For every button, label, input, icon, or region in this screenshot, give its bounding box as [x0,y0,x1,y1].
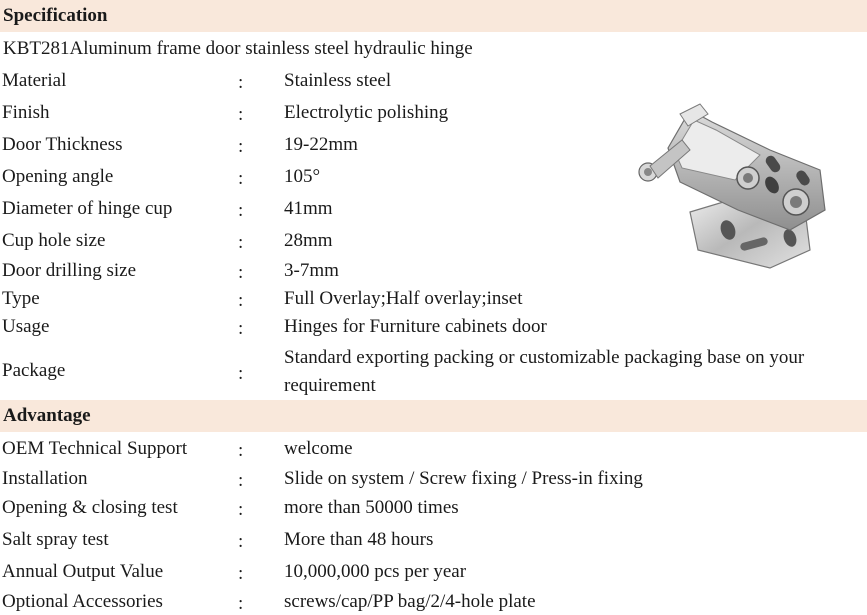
separator: : [238,262,244,283]
hinge-photo [620,100,840,280]
row-label: Usage [2,316,50,337]
row-label: Door drilling size [2,260,137,281]
row-value: welcome [284,438,353,459]
row-label: Door Thickness [2,134,123,155]
row-value: Full Overlay;Half overlay;inset [284,288,523,309]
specification-header: Specification [0,0,867,32]
row-label: Opening angle [2,166,114,187]
row-value: Slide on system / Screw fixing / Press-in fixing [284,468,643,489]
row-label: OEM Technical Support [2,438,188,459]
row-label: Package [2,360,66,381]
row-value: Stainless steel [284,70,392,91]
row-value: More than 48 hours [284,529,434,550]
separator: : [238,72,244,93]
separator: : [238,440,244,461]
row-label: Installation [2,468,88,489]
row-label: Material [2,70,67,91]
separator: : [238,200,244,221]
separator: : [238,318,244,339]
advantage-header: Advantage [0,400,867,432]
row-value: screws/cap/PP bag/2/4-hole plate [284,591,536,612]
row-label: Finish [2,102,50,123]
row-value: 10,000,000 pcs per year [284,561,467,582]
row-value: 28mm [284,230,333,251]
row-label: Opening & closing test [2,497,178,518]
row-value: 105° [284,166,321,187]
separator: : [238,363,244,384]
row-label: Optional Accessories [2,591,163,612]
row-label: Annual Output Value [2,561,164,582]
separator: : [238,136,244,157]
separator: : [238,563,244,584]
separator: : [238,168,244,189]
row-label: Type [2,288,40,309]
separator: : [238,232,244,253]
product-title: KBT281Aluminum frame door stainless steel hydraulic hinge [3,38,473,59]
row-value: 3-7mm [284,260,339,281]
separator: : [238,499,244,520]
row-label: Salt spray test [2,529,109,550]
row-value: more than 50000 times [284,497,459,518]
row-value: Standard exporting packing or customizable packaging base on your requirement [284,347,805,396]
row-value: Hinges for Furniture cabinets door [284,316,547,337]
row-value: 19-22mm [284,134,358,155]
separator: : [238,290,244,311]
row-label: Diameter of hinge cup [2,198,173,219]
row-label: Cup hole size [2,230,106,251]
separator: : [238,104,244,125]
separator: : [238,470,244,491]
separator: : [238,593,244,614]
row-value: 41mm [284,198,333,219]
separator: : [238,531,244,552]
row-value: Electrolytic polishing [284,102,449,123]
